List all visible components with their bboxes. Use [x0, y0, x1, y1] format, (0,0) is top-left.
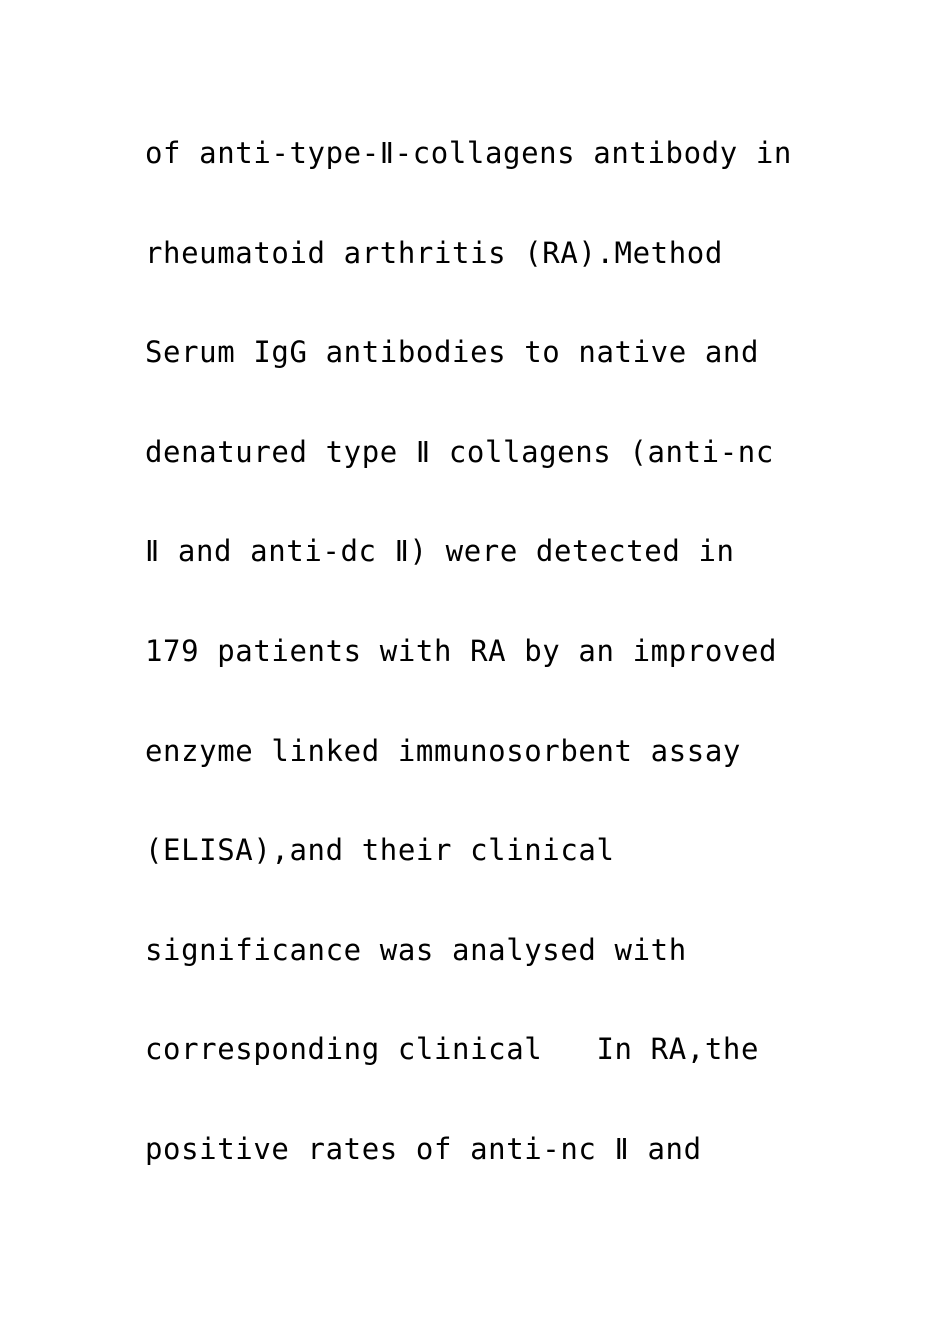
text-line-8: (ELISA),and their clinical [145, 833, 615, 868]
text-line-1: of anti-type-Ⅱ-collagens antibody in [145, 136, 792, 170]
text-line-7: enzyme linked immunosorbent assay [145, 733, 741, 768]
text-line-11: positive rates of anti-nc Ⅱ and [145, 1131, 702, 1166]
text-line-10: corresponding clinical In RA,the [145, 1032, 760, 1067]
abstract-text [145, 128, 865, 1224]
text-line-9: significance was analysed with [145, 932, 687, 967]
text-line-3: Serum IgG antibodies to native and [145, 335, 760, 370]
text-line-2: rheumatoid arthritis (RA).Method [145, 235, 723, 270]
text-line-6: 179 patients with RA by an improved [145, 633, 778, 668]
text-line-5: Ⅱ and anti-dc Ⅱ) were detected in [145, 534, 735, 569]
text-line-4: denatured type Ⅱ collagens (anti-nc [145, 434, 774, 469]
